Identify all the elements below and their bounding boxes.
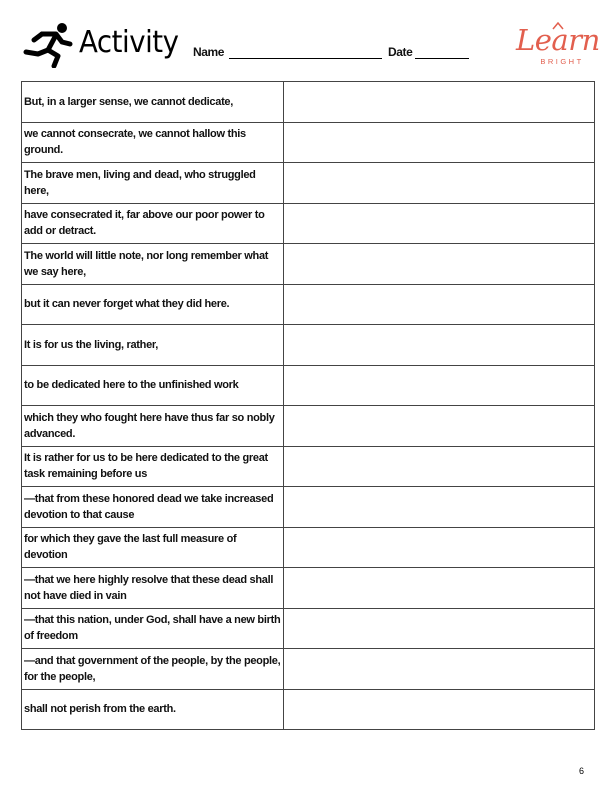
answer-cell[interactable] bbox=[284, 82, 595, 123]
answer-cell[interactable] bbox=[284, 365, 595, 406]
name-field[interactable] bbox=[229, 58, 382, 59]
table-row bbox=[22, 122, 595, 163]
answer-cell[interactable] bbox=[284, 284, 595, 325]
prompt-cell: have consecrated it, far above our poor power to add or detract. bbox=[22, 203, 284, 244]
answer-cell[interactable] bbox=[284, 487, 595, 528]
answer-cell[interactable] bbox=[284, 649, 595, 690]
table-row bbox=[22, 163, 595, 204]
prompt-cell: It is for us the living, rather, bbox=[22, 325, 284, 366]
prompt-cell: which they who fought here have thus far so nobly advanced. bbox=[22, 406, 284, 447]
prompt-cell: —and that government of the people, by the people, for the people, bbox=[22, 649, 284, 690]
prompt-cell: The brave men, living and dead, who struggled here, bbox=[22, 163, 284, 204]
table-row bbox=[22, 406, 595, 447]
table-row bbox=[22, 649, 595, 690]
answer-cell[interactable] bbox=[284, 122, 595, 163]
table-row bbox=[22, 446, 595, 487]
running-person-icon bbox=[22, 22, 74, 68]
prompt-cell: we cannot consecrate, we cannot hallow this ground. bbox=[22, 122, 284, 163]
prompt-cell: —that we here highly resolve that these dead shall not have died in vain bbox=[22, 568, 284, 609]
prompt-cell: But, in a larger sense, we cannot dedicate, bbox=[22, 82, 284, 123]
table-row bbox=[22, 325, 595, 366]
prompt-cell: but it can never forget what they did here. bbox=[22, 284, 284, 325]
table-row bbox=[22, 487, 595, 528]
logo-subtitle: BRIGHT bbox=[540, 57, 584, 66]
answer-cell[interactable] bbox=[284, 406, 595, 447]
page-number: 6 bbox=[579, 766, 585, 776]
page-header bbox=[0, 0, 612, 80]
answer-cell[interactable] bbox=[284, 608, 595, 649]
answer-cell[interactable] bbox=[284, 163, 595, 204]
answer-cell[interactable] bbox=[284, 446, 595, 487]
table-row bbox=[22, 608, 595, 649]
prompt-cell: shall not perish from the earth. bbox=[22, 689, 284, 730]
table-row bbox=[22, 82, 595, 123]
prompt-cell: —that from these honored dead we take increased devotion to that cause bbox=[22, 487, 284, 528]
answer-cell[interactable] bbox=[284, 689, 595, 730]
table-row bbox=[22, 284, 595, 325]
prompt-cell: It is rather for us to be here dedicated to the great task remaining before us bbox=[22, 446, 284, 487]
name-label: Name bbox=[193, 45, 225, 59]
prompt-cell: for which they gave the last full measure of devotion bbox=[22, 527, 284, 568]
answer-cell[interactable] bbox=[284, 568, 595, 609]
answer-cell[interactable] bbox=[284, 203, 595, 244]
answer-cell[interactable] bbox=[284, 527, 595, 568]
table-row bbox=[22, 365, 595, 406]
table-row bbox=[22, 689, 595, 730]
prompt-cell: —that this nation, under God, shall have a new birth of freedom bbox=[22, 608, 284, 649]
prompt-cell: The world will little note, nor long remember what we say here, bbox=[22, 244, 284, 285]
table-row bbox=[22, 203, 595, 244]
table-row bbox=[22, 527, 595, 568]
answer-cell[interactable] bbox=[284, 325, 595, 366]
learn-bright-logo bbox=[516, 23, 600, 70]
table-row bbox=[22, 244, 595, 285]
activity-title: Activity bbox=[79, 25, 179, 60]
date-field[interactable] bbox=[415, 58, 469, 59]
answer-cell[interactable] bbox=[284, 244, 595, 285]
activity-table bbox=[21, 81, 595, 730]
logo-word: Learn bbox=[516, 23, 600, 57]
date-label: Date bbox=[388, 45, 413, 59]
table-row bbox=[22, 568, 595, 609]
prompt-cell: to be dedicated here to the unfinished work bbox=[22, 365, 284, 406]
